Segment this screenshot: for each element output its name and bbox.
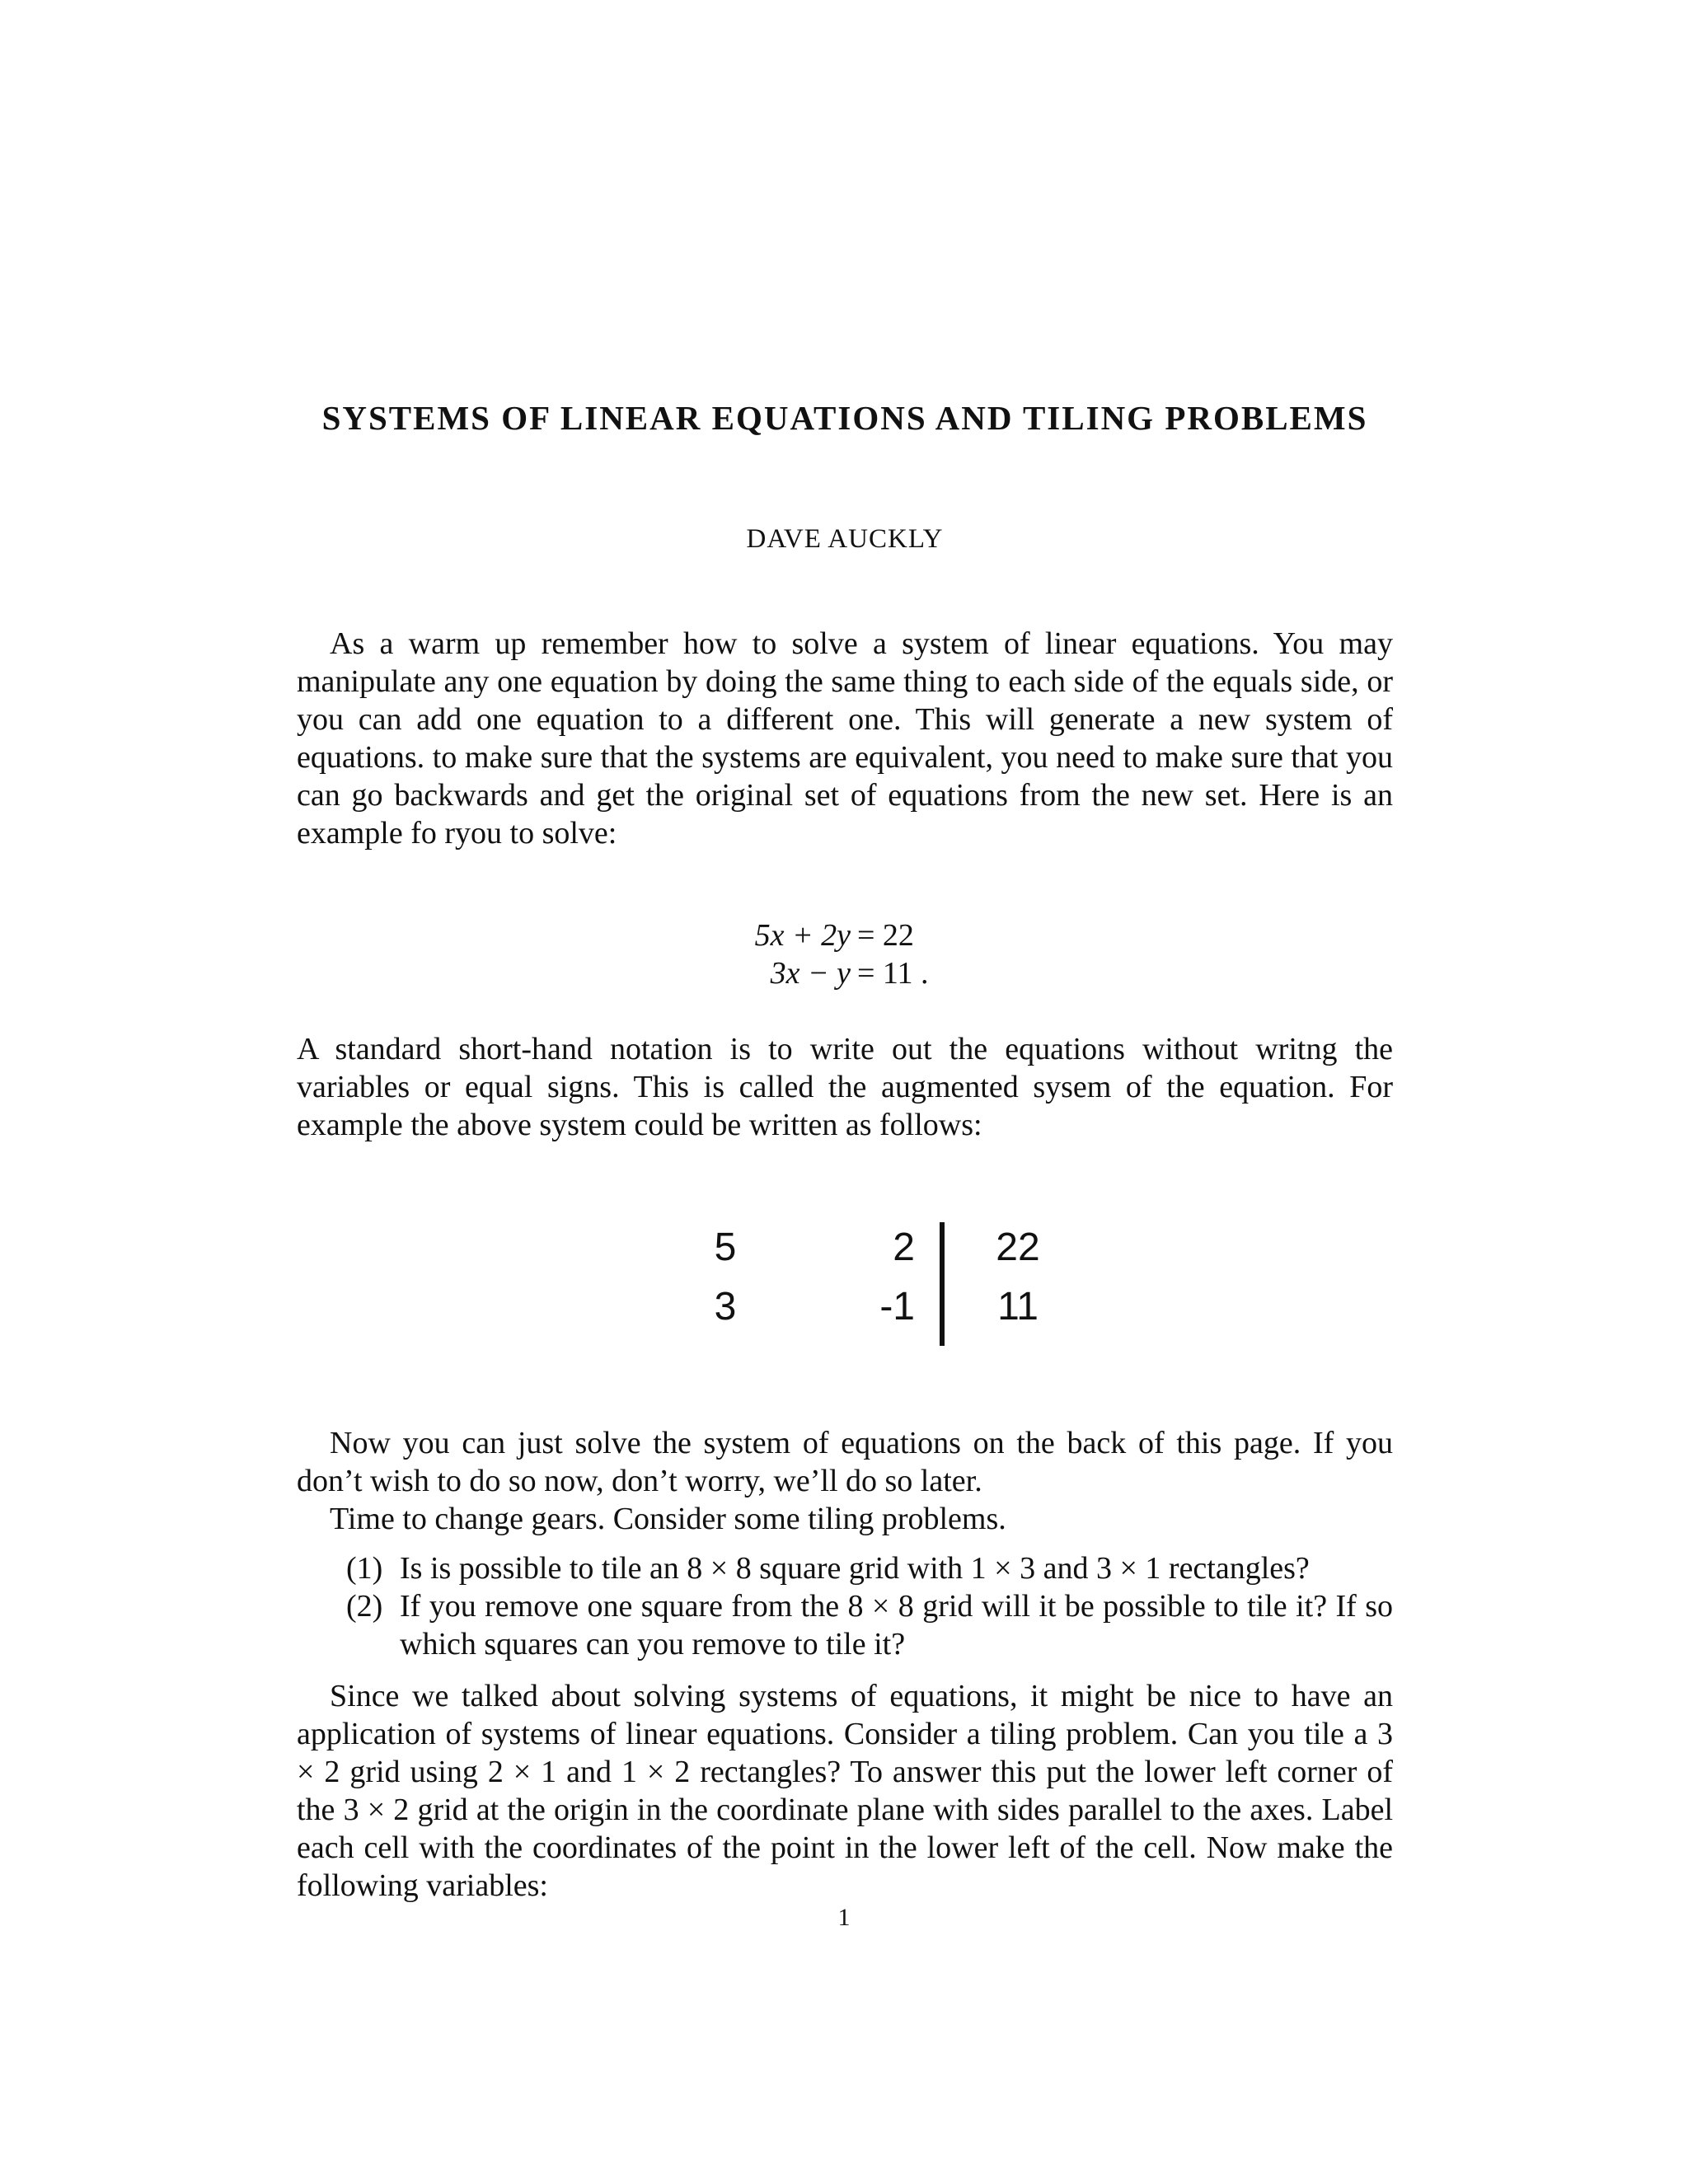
equation-1-rhs: = 22 [857, 918, 914, 953]
equation-2-lhs: 3x − y [770, 956, 851, 991]
augment-divider [940, 1222, 945, 1346]
list-item-text: Is is possible to tile an 8 × 8 square grid with 1 × 3 and 3 × 1 rectangles? [400, 1551, 1310, 1586]
gears-paragraph: Time to change gears. Consider some tiling problems. [330, 1502, 1006, 1536]
author-name: DAVE AUCKLY [746, 524, 944, 554]
equation-1-lhs: 5x + 2y [754, 918, 851, 953]
application-paragraph: Since we talked about solving systems of equations, it might be nice to have an application of systems of linear equations. Consider a tiling problem. Can you tile a 3 × 2 grid using 2 × 1 and 1 × 2 rectangles? To answer this put the lower left corner of the 3 × 2 grid at the origin in the coordinate plane with sides parallel to the axes. Label each cell with the coordinates of the point in the lower left of the cell. Now make the following variables: [297, 1679, 1393, 1903]
notation-paragraph: A standard short-hand notation is to write out the equations without writng the variables or equal signs. This is called the augmented sysem of the equation. For example the above system could be written as follows: [297, 1032, 1393, 1142]
list-item-text: If you remove one square from the 8 × 8 grid will it be possible to tile it? If so which squares can you remove to tile it? [400, 1589, 1393, 1661]
solve-paragraph: Now you can just solve the system of equations on the back of this page. If you don’t wish to do so now, don’t worry, we’ll do so later. [297, 1426, 1393, 1498]
equation-2-rhs: = 11 . [857, 956, 929, 991]
matrix-cell: 2 [893, 1226, 915, 1269]
matrix-cell: 5 [714, 1226, 737, 1269]
augmented-matrix [676, 1218, 1071, 1350]
document-title: SYSTEMS OF LINEAR EQUATIONS AND TILING PROBLEMS [321, 399, 1368, 437]
list-item [346, 1587, 1393, 1663]
list-item-number: (1) [346, 1551, 383, 1586]
matrix-cell: 22 [996, 1226, 1040, 1269]
page-number: 1 [837, 1904, 851, 1931]
intro-paragraph: As a warm up remember how to solve a system of linear equations. You may manipulate any one equation by doing the same thing to each side of the equals side, or you can add one equation to a different one. This will generate a new system of equations. to make sure that the systems are equivalent, you need to make sure that you can go backwards and get the original set of equations from the new set. Here is an example fo ryou to solve: [297, 626, 1393, 851]
matrix-cell: 11 [997, 1285, 1039, 1329]
list-item-number: (2) [346, 1589, 383, 1624]
matrix-cell: 3 [714, 1285, 737, 1329]
list-item [346, 1549, 1393, 1587]
matrix-cell: -1 [879, 1285, 915, 1329]
problem-list [346, 1549, 1393, 1663]
